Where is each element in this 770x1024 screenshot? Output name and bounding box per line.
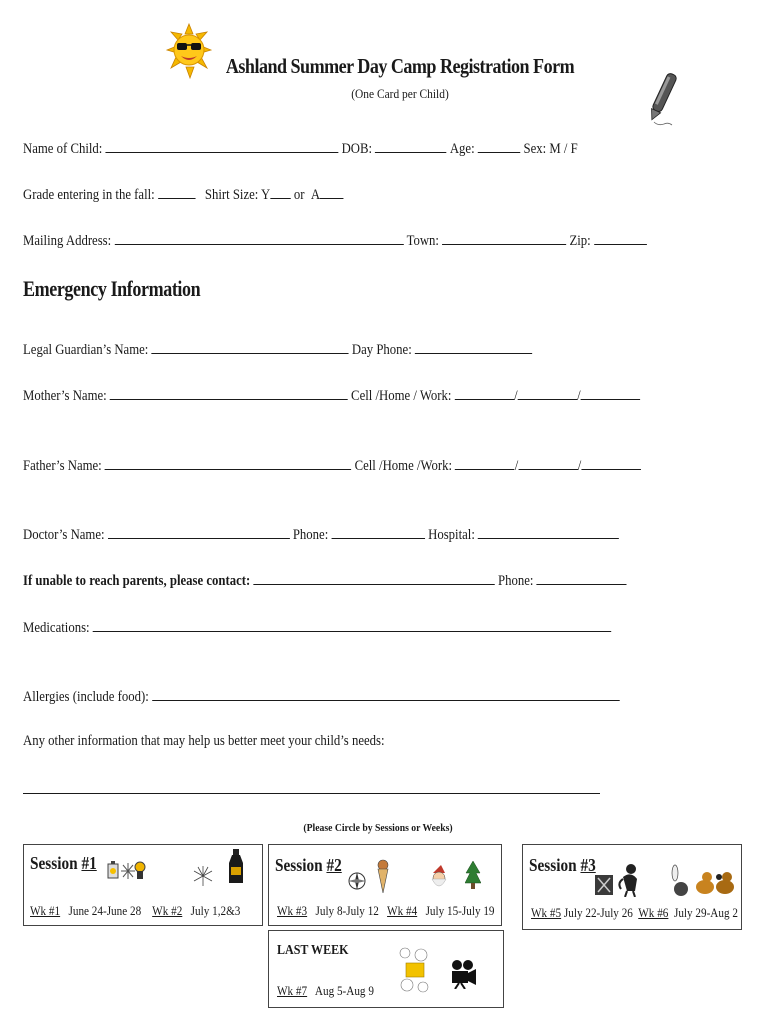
slash: / <box>514 458 519 474</box>
doctor-phone-field[interactable] <box>331 524 425 539</box>
allergies-row <box>23 686 620 706</box>
week-3-option[interactable]: Wk #3 <box>277 903 308 918</box>
child-name-field[interactable] <box>106 138 339 153</box>
session-3-weeks <box>531 905 738 921</box>
grade-shirt-row <box>23 184 344 204</box>
alt-contact-phone-label: Phone: <box>498 573 534 589</box>
flashlight-icon <box>134 861 146 879</box>
dob-label: DOB: <box>341 141 373 157</box>
monkey-icon <box>617 863 639 897</box>
doctor-name-field[interactable] <box>108 524 290 539</box>
session-2-box[interactable] <box>268 844 502 926</box>
session-instruction: (Please Circle by Sessions or Weeks) <box>303 822 453 834</box>
week-7-option[interactable]: Wk #7 <box>277 983 308 998</box>
shirt-adult-field[interactable] <box>320 184 344 199</box>
shirt-size-label: Shirt Size: Y <box>204 187 271 203</box>
father-name-label: Father’s Name: <box>23 458 102 474</box>
slash: / <box>577 458 582 474</box>
week-6-option[interactable]: Wk #6 <box>638 905 669 920</box>
firework-icon <box>192 865 214 887</box>
sparkler-icon <box>121 863 135 879</box>
father-phone-label: Cell /Home /Work: <box>354 458 453 474</box>
mother-row <box>23 385 640 405</box>
doctor-phone-label: Phone: <box>292 527 329 543</box>
doctor-name-label: Doctor’s Name: <box>23 527 105 543</box>
other-info-row <box>23 733 385 750</box>
mother-name-label: Mother’s Name: <box>23 388 107 404</box>
session-1-weeks <box>30 903 240 919</box>
zip-field[interactable] <box>594 230 647 245</box>
last-week-heading: LAST WEEK <box>277 943 349 958</box>
week-5-dates: July 22-July 26 <box>563 905 633 920</box>
pen-icon <box>644 70 680 130</box>
other-info-field[interactable] <box>23 793 600 794</box>
last-week-box[interactable] <box>268 930 504 1008</box>
week-5-option[interactable]: Wk #5 <box>531 905 562 920</box>
mother-name-field[interactable] <box>110 385 348 400</box>
town-field[interactable] <box>442 230 566 245</box>
mother-work-field[interactable] <box>581 385 641 400</box>
rubber-duck-icon <box>695 869 737 895</box>
guardian-label: Legal Guardian’s Name: <box>23 342 149 358</box>
age-field[interactable] <box>478 138 521 153</box>
town-label: Town: <box>406 233 439 249</box>
dob-field[interactable] <box>375 138 446 153</box>
alt-contact-row <box>23 570 627 590</box>
last-week-weeks <box>277 983 374 999</box>
week-2-option[interactable]: Wk #2 <box>152 903 183 918</box>
other-info-label: Any other information that may help us better meet your child’s needs: <box>23 733 385 749</box>
hospital-field[interactable] <box>478 524 619 539</box>
medications-field[interactable] <box>93 617 612 632</box>
shirt-adult-label: A <box>310 187 321 203</box>
lantern-icon <box>106 861 120 881</box>
session-1-title: Session #1 <box>30 853 97 873</box>
cartoon-collage-icon <box>397 945 431 997</box>
sauce-bottle-icon <box>228 849 244 885</box>
santa-icon <box>429 865 449 889</box>
father-home-field[interactable] <box>518 455 578 470</box>
slash: / <box>514 388 518 404</box>
mother-phone-label: Cell /Home / Work: <box>351 388 452 404</box>
allergies-field[interactable] <box>152 686 620 701</box>
allergies-label: Allergies (include food): <box>23 689 149 705</box>
session-1-box[interactable] <box>23 844 263 926</box>
christmas-tree-icon <box>465 861 481 891</box>
guardian-row <box>23 339 532 359</box>
mother-cell-field[interactable] <box>455 385 514 400</box>
day-phone-field[interactable] <box>415 339 532 354</box>
alt-contact-label: If unable to reach parents, please contact: <box>23 573 251 589</box>
father-work-field[interactable] <box>581 455 641 470</box>
doctor-row <box>23 524 619 544</box>
crossed-swords-icon <box>595 875 613 895</box>
week-7-dates: Aug 5-Aug 9 <box>314 983 374 998</box>
address-row <box>23 230 647 250</box>
grade-label: Grade entering in the fall: <box>23 187 155 203</box>
emergency-heading: Emergency Information <box>23 276 201 301</box>
medications-row <box>23 617 611 637</box>
shirt-or-label: or <box>293 187 305 203</box>
ice-cream-cone-icon <box>377 859 389 893</box>
mother-home-field[interactable] <box>518 385 578 400</box>
mailing-address-field[interactable] <box>114 230 403 245</box>
form-subtitle: (One Card per Child) <box>351 86 449 101</box>
week-4-option[interactable]: Wk #4 <box>387 903 418 918</box>
slash: / <box>577 388 581 404</box>
form-title: Ashland Summer Day Camp Registration Form <box>225 54 575 78</box>
bowling-icon <box>669 863 689 897</box>
week-2-dates: July 1,2&3 <box>190 903 241 918</box>
father-cell-field[interactable] <box>455 455 515 470</box>
movie-camera-icon <box>449 959 477 989</box>
age-label: Age: <box>449 141 475 157</box>
alt-contact-field[interactable] <box>253 570 494 585</box>
session-2-weeks <box>277 903 495 919</box>
child-name-row <box>23 138 578 158</box>
father-row <box>23 455 641 475</box>
sex-label[interactable]: Sex: M / F <box>523 141 578 157</box>
week-1-option[interactable]: Wk #1 <box>30 903 61 918</box>
alt-contact-phone-field[interactable] <box>537 570 627 585</box>
session-3-box[interactable] <box>522 844 742 930</box>
week-1-dates: June 24-June 28 <box>68 903 142 918</box>
grade-field[interactable] <box>158 184 195 199</box>
zip-label: Zip: <box>569 233 591 249</box>
mailing-address-label: Mailing Address: <box>23 233 112 249</box>
child-name-label: Name of Child: <box>23 141 103 157</box>
hospital-label: Hospital: <box>428 527 475 543</box>
shirt-youth-field[interactable] <box>270 184 290 199</box>
session-3-title: Session #3 <box>529 855 596 875</box>
week-6-dates: July 29-Aug 2 <box>673 905 738 920</box>
week-4-dates: July 15-July 19 <box>425 903 495 918</box>
father-name-field[interactable] <box>105 455 352 470</box>
compass-icon <box>347 871 367 891</box>
week-3-dates: July 8-July 12 <box>315 903 379 918</box>
medications-label: Medications: <box>23 620 90 636</box>
guardian-field[interactable] <box>152 339 349 354</box>
day-phone-label: Day Phone: <box>351 342 412 358</box>
session-2-title: Session #2 <box>275 855 342 875</box>
